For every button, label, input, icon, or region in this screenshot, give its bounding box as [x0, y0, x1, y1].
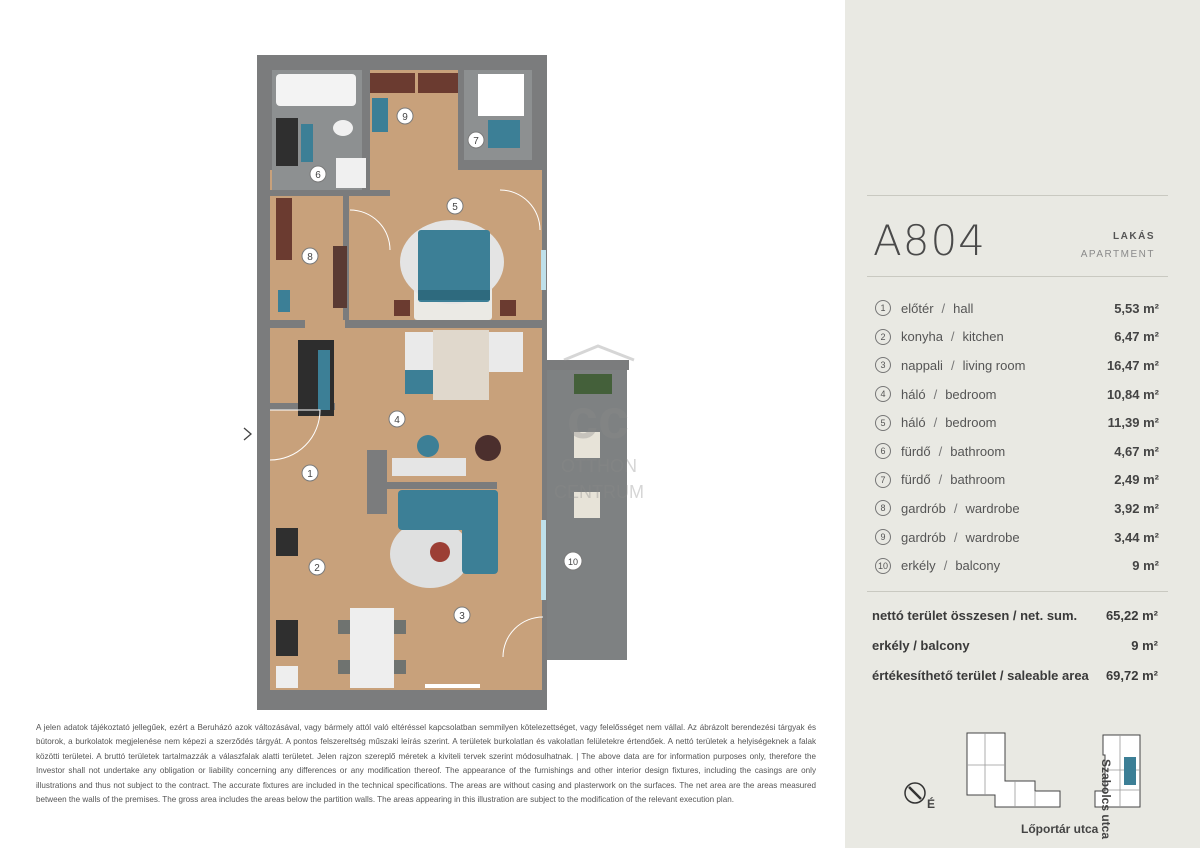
- room-number: 10: [875, 558, 891, 574]
- room-name-hu: erkély: [901, 558, 936, 574]
- room-row: [875, 323, 1159, 352]
- room-marker-4: [389, 411, 405, 427]
- room-area: 4,67 m²: [1114, 443, 1159, 459]
- saleable-area-row: [872, 668, 1158, 683]
- watermark-line2: CENTRUM: [554, 482, 644, 502]
- room-name-en: bathroom: [950, 472, 1006, 488]
- room-marker-8: [302, 248, 318, 264]
- room-row: [875, 351, 1159, 380]
- room-marker-3: [454, 607, 470, 623]
- room-number: 3: [875, 357, 891, 373]
- separator: /: [933, 415, 938, 431]
- room-name-en: living room: [962, 357, 1026, 373]
- saleable-area-value: 69,72 m²: [1105, 668, 1158, 683]
- divider-summary: [867, 591, 1168, 592]
- room-name-hu: előtér: [901, 300, 934, 316]
- room-name-en: bathroom: [950, 443, 1006, 459]
- room-name-en: bedroom: [945, 415, 997, 431]
- room-list: [875, 294, 1159, 580]
- room-marker-7: [468, 132, 484, 148]
- apartment-info-panel: [845, 0, 1200, 848]
- separator: /: [953, 500, 958, 516]
- room-area: 3,44 m²: [1114, 529, 1159, 545]
- apartment-code: A804: [873, 216, 986, 265]
- room-row: [875, 494, 1159, 523]
- room-area: 9 m²: [1132, 558, 1159, 574]
- separator: /: [950, 357, 955, 373]
- saleable-area-label: értékesíthető terület / saleable area: [872, 668, 1089, 683]
- balcony-area-row: [872, 638, 1158, 653]
- room-area: 2,49 m²: [1114, 472, 1159, 488]
- street-label-bottom: Lőportár utca: [1021, 822, 1099, 836]
- balcony-area-value: 9 m²: [1131, 638, 1158, 653]
- svg-text:2: 2: [314, 563, 320, 574]
- net-area-label: nettó terület összesen / net. sum.: [872, 608, 1078, 623]
- room-marker-5: [447, 198, 463, 214]
- svg-text:10: 10: [567, 557, 579, 567]
- room-row: [875, 294, 1159, 323]
- room-name-hu: gardrób: [901, 500, 946, 516]
- room-name-en: bedroom: [945, 386, 997, 402]
- room-marker-9: [397, 108, 413, 124]
- room-number: 8: [875, 500, 891, 516]
- separator: /: [953, 529, 958, 545]
- compass-letter: É: [927, 797, 936, 811]
- room-marker-2: [309, 559, 325, 575]
- room-name-hu: gardrób: [901, 529, 946, 545]
- apartment-type-en: APARTMENT: [1080, 249, 1155, 260]
- apartment-location-highlight: [1124, 757, 1136, 785]
- room-area: 10,84 m²: [1106, 386, 1159, 402]
- room-name-en: kitchen: [962, 329, 1004, 345]
- disclaimer-text: A jelen adatok tájékoztató jellegűek, ezért a Beruházó azok változásával, vagy bármely attól való eltéréssel kapcsolatban semmilyen kötelezettséget, vagy felelősséget nem vállal. Az ábrázolt berendezési tárgyak és bútorok, a burkolatok megjelenése nem képezi a szerződés tárgyát. A pontos felszereltség műszaki leírás szerint. A területek burkolatlan és vakolatlan felületekre értendőek. A nettó területek a helyiségeknek a falak közötti területei. A bruttó területek tartalmazzák a válaszfalak alatti területet. Jelen rajzon szereplő méretek a kiviteli tervek szerint módosulhatnak. | The above data are for information purposes only, therefore the Investor shall not undertake any obligation or liability concerning any differences or any modification thereof. The appearance of the furnishings and other interior design fixtures, including the casings are only illustrations and thus not subject to the contract. The accurate fixtures are included in the technical specifications. The areas are without casing and plasterwork on the surfaces. The net area are the areas measured between the walls of the premises. The gross area includes the areas below the partition walls. The areas appearing in this illustration are subject to the modification of the relevant execution plan.: [36, 723, 816, 805]
- room-name-en: wardrobe: [965, 500, 1020, 516]
- net-area-value: 65,22 m²: [1105, 608, 1158, 623]
- separator: /: [943, 558, 948, 574]
- room-area: 5,53 m²: [1114, 300, 1159, 316]
- room-marker-10: [564, 552, 582, 570]
- room-number: 9: [875, 529, 891, 545]
- room-number: 1: [875, 300, 891, 316]
- room-area: 11,39 m²: [1107, 415, 1159, 431]
- apartment-type-hu: LAKÁS: [1113, 231, 1155, 242]
- room-area: 6,47 m²: [1114, 329, 1159, 345]
- room-name-hu: háló: [901, 386, 926, 402]
- separator: /: [950, 329, 955, 345]
- room-row: [875, 523, 1159, 552]
- room-marker-1: [302, 465, 318, 481]
- room-row: [875, 437, 1159, 466]
- svg-text:3: 3: [459, 611, 465, 622]
- room-number: 2: [875, 329, 891, 345]
- room-name-en: balcony: [955, 558, 1001, 574]
- svg-text:4: 4: [394, 415, 400, 426]
- apartment-type: [1081, 228, 1155, 264]
- room-area: 3,92 m²: [1114, 500, 1159, 516]
- room-row: [875, 380, 1159, 409]
- room-area: 16,47 m²: [1106, 357, 1159, 373]
- street-label-right: Szabolcs utca: [1099, 759, 1113, 840]
- separator: /: [933, 386, 938, 402]
- room-number: 7: [875, 472, 891, 488]
- net-area-row: [872, 608, 1158, 623]
- separator: /: [938, 472, 943, 488]
- room-name-hu: konyha: [901, 329, 943, 345]
- site-location-maps: [895, 725, 1185, 840]
- room-row: [875, 466, 1159, 495]
- room-marker-6: [310, 166, 326, 182]
- room-row: [875, 408, 1159, 437]
- svg-text:7: 7: [473, 136, 479, 147]
- watermark-line1: OTTHON: [561, 456, 637, 476]
- room-number: 5: [875, 415, 891, 431]
- room-row: [875, 551, 1159, 580]
- separator: /: [938, 443, 943, 459]
- room-name-en: hall: [953, 300, 974, 316]
- room-number: 4: [875, 386, 891, 402]
- compass-icon: [905, 783, 925, 803]
- divider-top: [867, 195, 1168, 196]
- svg-text:5: 5: [452, 202, 458, 213]
- svg-text:cc: cc: [566, 387, 630, 450]
- room-number: 6: [875, 443, 891, 459]
- room-name-hu: háló: [901, 415, 926, 431]
- divider-header: [867, 276, 1168, 277]
- svg-text:6: 6: [315, 170, 321, 181]
- svg-text:1: 1: [307, 469, 313, 480]
- balcony-area-label: erkély / balcony: [872, 638, 970, 653]
- room-name-hu: fürdő: [901, 443, 931, 459]
- svg-text:8: 8: [307, 252, 313, 263]
- separator: /: [941, 300, 946, 316]
- room-name-en: wardrobe: [965, 529, 1020, 545]
- svg-text:9: 9: [402, 112, 408, 123]
- room-name-hu: nappali: [901, 357, 943, 373]
- room-name-hu: fürdő: [901, 472, 931, 488]
